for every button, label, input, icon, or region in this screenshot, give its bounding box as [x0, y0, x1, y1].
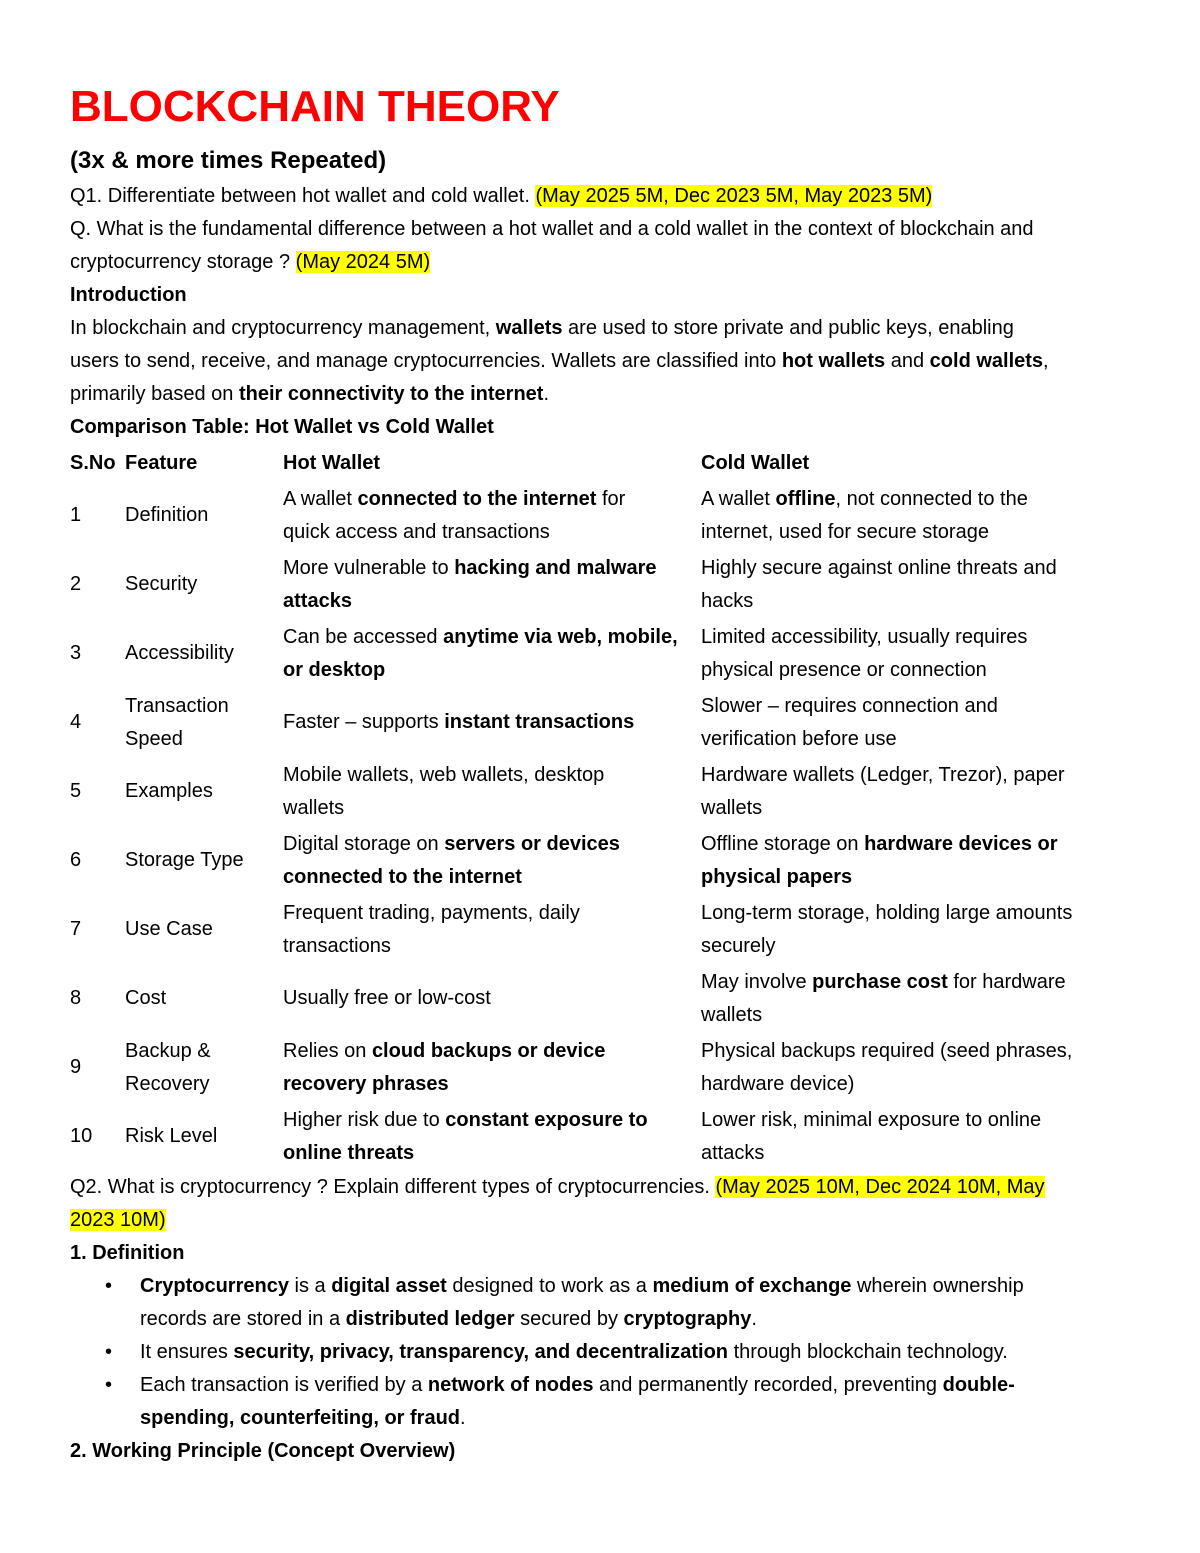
bullet-text: .	[460, 1407, 466, 1429]
table-row	[70, 481, 1134, 550]
intro-text: ,	[1043, 350, 1049, 372]
cell-feature-text: Speed	[125, 727, 183, 750]
cell-cold-wallet	[701, 1102, 1134, 1171]
bullet-text: records are stored in a	[140, 1308, 346, 1330]
bullet-bold: spending, counterfeiting, or fraud	[140, 1407, 460, 1429]
cell-cold-wallet	[701, 895, 1134, 964]
cell-cold-text: wallets	[701, 1003, 763, 1026]
bullet-bold: Cryptocurrency	[140, 1275, 289, 1297]
cell-hot-text: Mobile wallets, web wallets, desktop	[283, 763, 605, 786]
cell-cold-text: securely	[701, 934, 776, 957]
cell-cold-text: Hardware wallets (Ledger, Trezor), paper	[701, 763, 1065, 786]
bullet-text: and permanently recorded, preventing	[593, 1374, 943, 1396]
table-row	[70, 619, 1134, 688]
cell-feature-text: Accessibility	[125, 642, 234, 664]
cell-cold-wallet	[701, 481, 1134, 550]
cell-cold-text: Slower – requires connection and	[701, 694, 998, 717]
cell-sno: 5	[70, 780, 82, 802]
cell-feature-text: Examples	[125, 780, 213, 802]
cell-sno: 3	[70, 642, 82, 664]
cell-hot-text: Faster – supports	[283, 711, 445, 733]
cell-feature-text: Definition	[125, 504, 209, 526]
cell-feature-text: Storage Type	[125, 849, 244, 871]
bullet-bold: cryptography	[623, 1308, 752, 1330]
question-2-tag: (May 2025 10M, Dec 2024 10M, May	[715, 1176, 1045, 1198]
bullet-bold: distributed ledger	[345, 1308, 515, 1330]
question-1	[70, 180, 1134, 213]
table-row	[70, 1102, 1134, 1171]
cell-cold-text: Highly secure against online threats and	[701, 556, 1057, 579]
cell-cold-text: Physical backups required (seed phrases,	[701, 1039, 1073, 1062]
cell-feature-text: Transaction	[125, 694, 229, 717]
cell-cold-bold: offline	[775, 487, 836, 510]
cell-feature	[125, 1102, 283, 1171]
cell-cold-text: Limited accessibility, usually requires	[701, 625, 1028, 648]
bullet-text: through blockchain technology.	[728, 1341, 1008, 1363]
table-header-row	[70, 445, 1134, 481]
question-2-line-2	[70, 1204, 1134, 1237]
cell-hot-bold: hacking and malware	[454, 556, 657, 579]
cell-hot-wallet	[283, 688, 701, 757]
cell-sno: 2	[70, 573, 82, 595]
cell-cold-text: for hardware	[947, 970, 1066, 993]
cell-feature-text: Recovery	[125, 1072, 210, 1095]
cell-cold-wallet	[701, 964, 1134, 1033]
cell-hot-bold: attacks	[283, 589, 352, 612]
cell-hot-bold: anytime via web, mobile,	[443, 625, 678, 648]
bullet-bold: digital asset	[331, 1275, 447, 1297]
table-row	[70, 826, 1134, 895]
cell-hot-bold: or desktop	[283, 658, 386, 681]
intro-bold: cold wallets	[929, 350, 1044, 372]
cell-hot-wallet	[283, 550, 701, 619]
cell-cold-wallet	[701, 619, 1134, 688]
cell-cold-text: Lower risk, minimal exposure to online	[701, 1108, 1042, 1131]
cell-hot-text: Can be accessed	[283, 625, 444, 648]
cell-cold-text: verification before use	[701, 727, 897, 750]
bullet-bold: double-	[942, 1374, 1015, 1396]
cell-feature	[125, 826, 283, 895]
cell-hot-text: Frequent trading, payments, daily	[283, 901, 580, 924]
cell-sno: 6	[70, 849, 82, 871]
cell-feature	[125, 481, 283, 550]
intro-line-1	[70, 312, 1134, 345]
header-cold-wallet: Cold Wallet	[701, 451, 810, 474]
bullet-text: wherein ownership	[851, 1275, 1024, 1297]
bullet-bold: network of nodes	[427, 1374, 594, 1396]
cell-cold-bold: purchase cost	[812, 970, 948, 993]
intro-text: In blockchain and cryptocurrency management,	[70, 317, 496, 339]
bullet-text: .	[751, 1308, 757, 1330]
cell-cold-wallet	[701, 826, 1134, 895]
cell-hot-bold: connected to the internet	[357, 487, 597, 510]
table-row	[70, 964, 1134, 1033]
cell-hot-text: transactions	[283, 934, 391, 957]
cell-feature	[125, 895, 283, 964]
question-1b-line-2	[70, 246, 1134, 279]
cell-cold-wallet	[701, 550, 1134, 619]
intro-heading: Introduction	[70, 284, 187, 306]
cell-feature-text: Security	[125, 573, 198, 595]
cell-cold-bold: hardware devices or	[864, 832, 1058, 855]
cell-hot-wallet	[283, 826, 701, 895]
cell-hot-wallet	[283, 964, 701, 1033]
intro-bold: hot wallets	[781, 350, 886, 372]
question-1b-line-1: Q. What is the fundamental difference between a hot wallet and a cold wallet in the context of blockchain and	[70, 218, 1034, 240]
cell-hot-wallet	[283, 1102, 701, 1171]
cell-hot-wallet	[283, 895, 701, 964]
bullet-text: It ensures	[140, 1341, 234, 1363]
bullet-bold: medium of exchange	[652, 1275, 852, 1297]
intro-text: and	[885, 350, 930, 372]
cell-feature	[125, 619, 283, 688]
table-row	[70, 688, 1134, 757]
cell-cold-text: May involve	[701, 970, 813, 993]
cell-hot-text: Higher risk due to	[283, 1108, 446, 1131]
definition-bullet-list	[70, 1270, 1134, 1435]
cell-feature	[125, 757, 283, 826]
cell-hot-wallet	[283, 481, 701, 550]
cell-sno: 10	[70, 1125, 93, 1147]
cell-feature-text: Cost	[125, 987, 167, 1009]
cell-hot-wallet	[283, 619, 701, 688]
list-item	[140, 1336, 1134, 1369]
cell-hot-wallet	[283, 757, 701, 826]
cell-hot-text: Digital storage on	[283, 832, 445, 855]
cell-hot-text: Usually free or low-cost	[283, 987, 491, 1009]
cell-hot-bold: connected to the internet	[283, 865, 522, 888]
working-principle-heading: 2. Working Principle (Concept Overview)	[70, 1440, 456, 1462]
cell-cold-text: hacks	[701, 589, 754, 612]
header-feature: Feature	[125, 451, 198, 474]
question-1-text: Q1. Differentiate between hot wallet and cold wallet.	[70, 185, 536, 207]
cell-cold-wallet	[701, 688, 1134, 757]
cell-feature-text: Backup &	[125, 1039, 211, 1062]
cell-feature-text: Use Case	[125, 918, 213, 940]
cell-sno: 7	[70, 918, 82, 940]
bullet-bold: security, privacy, transparency, and decentralization	[233, 1341, 729, 1363]
cell-hot-bold: constant exposure to	[445, 1108, 648, 1131]
definition-heading: 1. Definition	[70, 1242, 185, 1264]
cell-hot-bold: online threats	[283, 1141, 415, 1164]
question-1b-tag: (May 2024 5M)	[295, 251, 431, 273]
cell-hot-text: quick access and transactions	[283, 520, 550, 543]
cell-cold-text: wallets	[701, 796, 763, 819]
table-row	[70, 1033, 1134, 1102]
cell-hot-wallet	[283, 1033, 701, 1102]
cell-feature	[125, 550, 283, 619]
intro-line-3	[70, 378, 1134, 411]
cell-hot-text: A wallet	[283, 487, 358, 510]
cell-feature	[125, 688, 283, 757]
cell-feature	[125, 1033, 283, 1102]
cell-hot-text: wallets	[283, 796, 345, 819]
cell-feature	[125, 964, 283, 1033]
document-content	[70, 78, 1134, 1468]
cell-sno: 8	[70, 987, 82, 1009]
intro-text: users to send, receive, and manage cryptocurrencies. Wallets are classified into	[70, 350, 782, 372]
bullet-text: designed to work as a	[446, 1275, 653, 1297]
intro-text: primarily based on	[70, 383, 239, 405]
header-sno: S.No	[70, 451, 116, 474]
cell-hot-text: More vulnerable to	[283, 556, 455, 579]
question-2-text: Q2. What is cryptocurrency ? Explain different types of cryptocurrencies.	[70, 1176, 716, 1198]
cell-cold-text: internet, used for secure storage	[701, 520, 989, 543]
table-row	[70, 550, 1134, 619]
comparison-table	[70, 445, 1134, 1171]
cell-sno: 1	[70, 504, 82, 526]
cell-cold-text: , not connected to the	[835, 487, 1028, 510]
cell-feature-text: Risk Level	[125, 1125, 218, 1147]
cell-cold-text: Offline storage on	[701, 832, 865, 855]
intro-bold: wallets	[495, 317, 563, 339]
comparison-table-body	[70, 445, 1134, 1171]
table-row	[70, 757, 1134, 826]
bullet-text: secured by	[514, 1308, 624, 1330]
list-item	[140, 1369, 1134, 1435]
intro-text: .	[543, 383, 550, 405]
cell-hot-bold: recovery phrases	[283, 1072, 449, 1095]
cell-sno: 4	[70, 711, 82, 733]
page-subtitle: (3x & more times Repeated)	[70, 147, 387, 174]
table-caption: Comparison Table: Hot Wallet vs Cold Wallet	[70, 416, 494, 438]
page-title: BLOCKCHAIN THEORY	[70, 82, 560, 131]
cell-hot-bold: instant transactions	[444, 711, 635, 733]
cell-hot-text: for	[596, 487, 626, 510]
cell-cold-text: attacks	[701, 1141, 765, 1164]
cell-cold-bold: physical papers	[701, 865, 853, 888]
question-1-tag: (May 2025 5M, Dec 2023 5M, May 2023 5M)	[535, 185, 933, 207]
cell-cold-wallet	[701, 757, 1134, 826]
intro-text: are used to store private and public keys, enabling	[562, 317, 1014, 339]
cell-hot-bold: servers or devices	[444, 832, 620, 855]
cell-cold-text: A wallet	[701, 487, 776, 510]
cell-cold-text: physical presence or connection	[701, 658, 987, 681]
cell-cold-wallet	[701, 1033, 1134, 1102]
cell-hot-bold: cloud backups or device	[371, 1039, 606, 1062]
bullet-text: is a	[288, 1275, 332, 1297]
question-2-tag: 2023 10M)	[70, 1209, 166, 1231]
header-hot-wallet: Hot Wallet	[283, 451, 381, 474]
cell-hot-text: Relies on	[283, 1039, 372, 1062]
cell-sno: 9	[70, 1056, 82, 1078]
intro-line-2	[70, 345, 1134, 378]
question-1b-text: cryptocurrency storage ?	[70, 251, 296, 273]
intro-bold: their connectivity to the internet	[238, 383, 544, 405]
cell-cold-text: hardware device)	[701, 1072, 855, 1095]
bullet-text: Each transaction is verified by a	[140, 1374, 428, 1396]
list-item	[140, 1270, 1134, 1336]
cell-cold-text: Long-term storage, holding large amounts	[701, 901, 1073, 924]
question-2-line-1	[70, 1171, 1134, 1204]
table-row	[70, 895, 1134, 964]
